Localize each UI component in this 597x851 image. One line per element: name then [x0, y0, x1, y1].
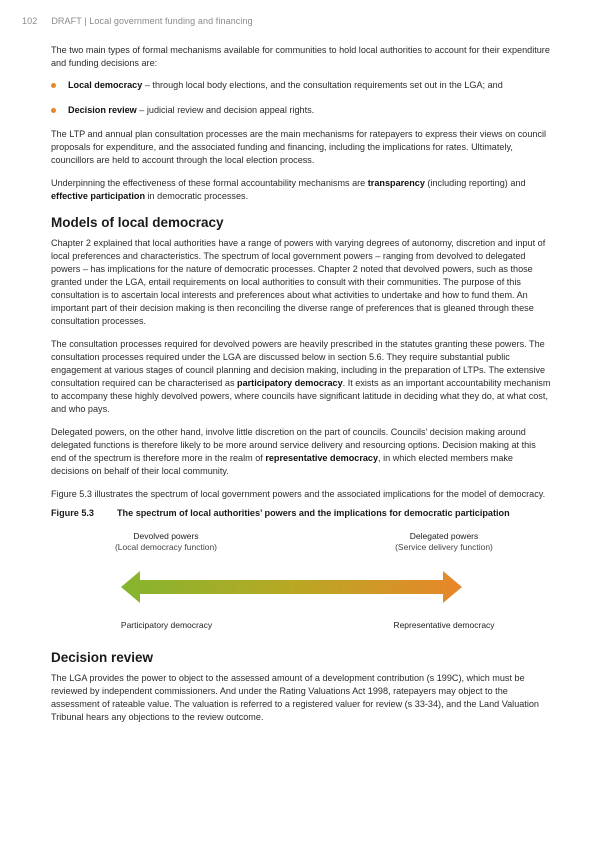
term-participatory-democracy: participatory democracy: [237, 378, 343, 388]
heading-decision-review: Decision review: [51, 650, 154, 665]
label-local-democracy-function: (Local democracy function): [114, 542, 218, 552]
paragraph-text: , in which elected members make decisions on behalf of their local community.: [51, 453, 513, 476]
underpinning-paragraph: [51, 177, 551, 203]
running-title: DRAFT | Local government funding and financing: [51, 16, 253, 26]
term-representative-democracy: representative democracy: [265, 453, 379, 463]
figure-caption: [51, 507, 551, 519]
label-service-delivery-function: (Service delivery function): [395, 542, 493, 552]
list-item-text: – judicial review and decision appeal rights.: [136, 105, 315, 115]
figure-number: Figure 5.3: [51, 508, 94, 518]
intro-paragraph: The two main types of formal mechanisms available for communities to hold local authorities to account for their expenditure and funding decisions are:: [51, 45, 550, 68]
term-transparency: transparency: [367, 178, 425, 188]
label-participatory-democracy: Participatory democracy: [120, 620, 213, 630]
mechanism-list: [51, 79, 551, 117]
list-item-text: – through local body elections, and the consultation requirements set out in the LGA; and: [142, 80, 503, 90]
running-header: [22, 16, 253, 26]
paragraph-text: The consultation processes required for devolved powers are heavily prescribed in the statutes granting these powers. The consultation processes required under the LGA are discussed below in section 5.6. They require substantial public engagement at various stages of council planning and decision making, including in the preparation of LTPs. The extensive consultation required can be characterised as: [51, 339, 546, 388]
label-delegated-powers: Delegated powers: [409, 531, 479, 541]
figure-intro-paragraph: Figure 5.3 illustrates the spectrum of local government powers and the associated implications for the model of democracy.: [51, 489, 546, 499]
list-item-term: Decision review: [68, 105, 137, 115]
decision-review-paragraph: The LGA provides the power to object to the assessed amount of a development contribution (s 199C), which must be reviewed by independent commissioners. And under the Rating Valuations Act 1998, ratepayers may object to the assessment of rateable value. The valuation is referred to a registered valuer for review (s 33-34), and the Land Valuation Tribunal hears any objections to the review outcome.: [51, 673, 539, 722]
list-item: [51, 79, 551, 92]
double-headed-arrow-icon: [121, 571, 462, 603]
consultation-paragraph: [51, 338, 551, 416]
list-item: [51, 104, 551, 117]
bullet-dot-icon: [51, 108, 56, 113]
paragraph-text: . It exists as an important accountability mechanism to accompany these highly devolved powers, where councils have significant latitude in deciding what they do, at what cost, and who pays.: [51, 378, 551, 414]
main-content: [51, 44, 551, 724]
paragraph-text: Underpinning the effectiveness of these formal accountability mechanisms are: [51, 178, 368, 188]
page-number: 102: [22, 16, 38, 26]
figure-title: The spectrum of local authorities’ powers and the implications for democratic participation: [117, 508, 510, 518]
term-effective-participation: effective participation: [51, 191, 145, 201]
list-item-term: Local democracy: [68, 80, 143, 90]
spectrum-figure: [51, 523, 551, 641]
paragraph-text: (including reporting) and: [424, 178, 526, 188]
delegated-paragraph: [51, 426, 551, 478]
bullet-dot-icon: [51, 83, 56, 88]
label-representative-democracy: Representative democracy: [393, 620, 495, 630]
paragraph-text: Delegated powers, on the other hand, involve little discretion on the part of councils. Councils’ decision making around delegated functions is therefore likely to be more around service delivery and resourcing options. Decision making at this end of the spectrum is therefore more in the realm of: [51, 427, 536, 463]
heading-models: Models of local democracy: [51, 215, 224, 230]
label-devolved-powers: Devolved powers: [133, 531, 199, 541]
chapter2-paragraph: Chapter 2 explained that local authorities have a range of powers with varying degrees of autonomy, discretion and input of local preferences and characteristics. The spectrum of local government powers – ranging from devolved to delegated powers – has implications for the nature of democratic processes. Chapter 2 noted that devolved powers, such as those granted under the LGA, entail requirements on local authorities to consult with their communities. The purpose of this consultation is to ascertain local interests and preferences about what activities to undertake and how to fund them. An important part of their decision making is then reconciling the diverse range of preferences that is gleaned through these consultation processes.: [51, 238, 546, 326]
paragraph-text: in democratic processes.: [145, 191, 249, 201]
ltp-paragraph: The LTP and annual plan consultation processes are the main mechanisms for ratepayers to express their views on council proposals for expenditure, and the associated funding and financing, including the implications for rates. Ultimately, councillors are held to account through the local election process.: [51, 129, 547, 165]
